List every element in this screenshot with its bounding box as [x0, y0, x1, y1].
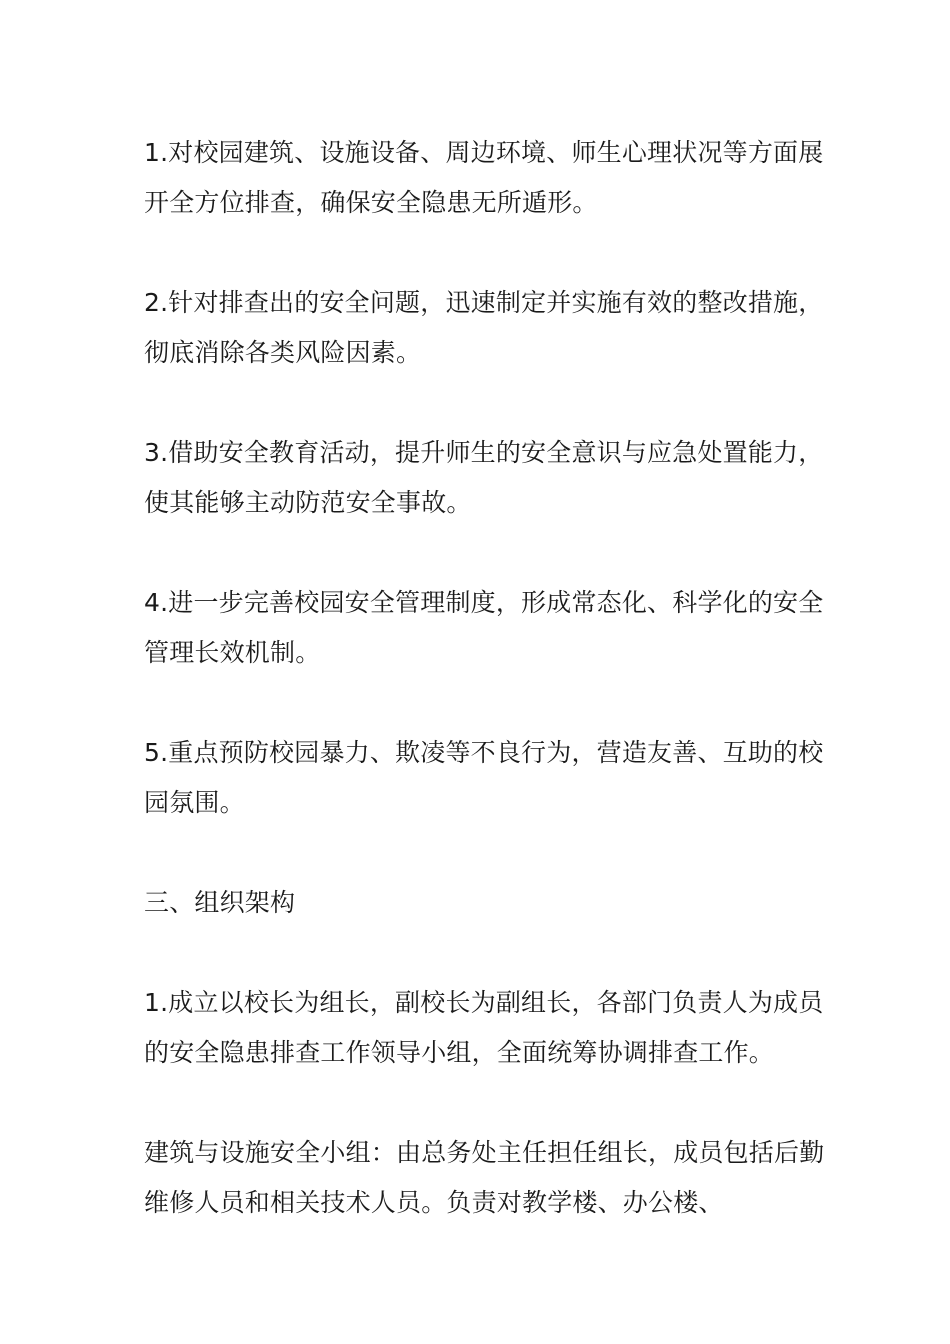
- document-body: [144, 128, 834, 1278]
- section-heading: 三、组织架构: [144, 888, 296, 917]
- goal-paragraph-2: 2.针对排查出的安全问题，迅速制定并实施有效的整改措施，彻底消除各类风险因素。: [144, 288, 824, 367]
- goal-paragraph-3: 3.借助安全教育活动，提升师生的安全意识与应急处置能力，使其能够主动防范安全事故。: [144, 438, 824, 517]
- goal-paragraph-4: 4.进一步完善校园安全管理制度，形成常态化、科学化的安全管理长效机制。: [144, 588, 824, 667]
- organization-paragraph-2: 建筑与设施安全小组：由总务处主任担任组长，成员包括后勤维修人员和相关技术人员。负责对教学楼、办公楼、: [144, 1138, 825, 1217]
- organization-paragraph-1: 1.成立以校长为组长，副校长为副组长，各部门负责人为成员的安全隐患排查工作领导小组，全面统筹协调排查工作。: [144, 988, 824, 1067]
- goal-paragraph-1: 1.对校园建筑、设施设备、周边环境、师生心理状况等方面展开全方位排查，确保安全隐患无所遁形。: [144, 138, 824, 217]
- goal-paragraph-5: 5.重点预防校园暴力、欺凌等不良行为，营造友善、互助的校园氛围。: [144, 738, 824, 817]
